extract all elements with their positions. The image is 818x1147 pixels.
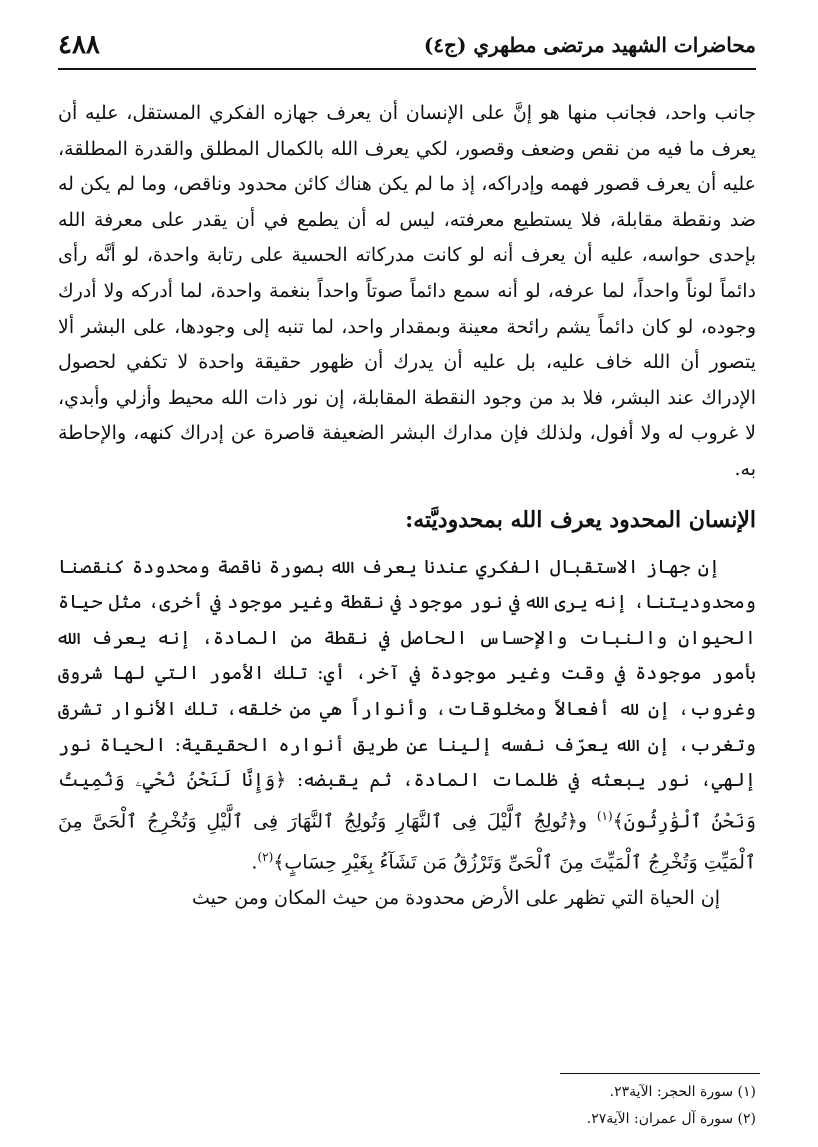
footnote-1: (١) سورة الحجر: الآية٢٣. (609, 1084, 756, 1100)
body-text (58, 96, 756, 916)
paragraph-1: جانب واحد، فجانب منها هو إنَّ على الإنسان أن يعرف جهازه الفكري المستقل، عليه أن يعرف ما فيه من نقص وضعف وقصور، لكي يعرف الله بالكمال المطلق والقدرة المطلقة، عليه أن يعرف قصور فهمه وإدراكه، إذ ما لم يكن هناك كائن محدود وناقص، وما لم يكن له ضد ونقطة مقابلة، فلا يستطيع معرفته، ليس له أن يطمع في أن يقدر على معرفة الله بإحدى حواسه، عليه أن يعرف أنه لو كانت مدركاته الحسية على رتابة واحدة، لو أنَّه رأى دائماً لوناً واحداً، لما عرفه، لو أنه سمع دائماً صوتاً واحداً بنغمة واحدة، لما أدركه ولا أدرك وجوده، لو كان دائماً يشم رائحة معينة وبمقدار واحد، لما تنبه إلى وجودها، على البشر ألا يتصور أن الله خاف عليه، بل عليه أن يدرك أن ظهور حقيقة واحدة لا تكفي لحصول الإدراك عند البشر، فلا بد من وجود النقطة المقابلة، إن نور ذات الله محيط وأزلي وأبدي، لا غروب له ولا أفول، ولذلك فإن مدارك البشر الضعيفة قاصرة عن إدراك كنهه، والإحاطة به. (58, 102, 756, 480)
footnote-2: (٢) سورة آل عمران: الآية٢٧. (586, 1111, 756, 1127)
page-header (58, 30, 756, 70)
paragraph-2 (58, 550, 756, 881)
paragraph-2-text: إن جهاز الاستقبال الفكري عندنا يعرف الله بصورة ناقصة ومحدودة كنقصنا ومحدوديتنا، إنه يرى الله في نور موجود في نقطة وغير موجود في أخرى، مثل حياة الحيوان والنبات والإحساس الحاصل في نقطة من المادة، إنه يعرف الله بأمور موجودة في وقت وغير موجودة في آخر، أي: تلك الأمور التي لها شروق وغروب، إن لله أفعالاً ومخلوقات، وأنواراً هي من خلقه، تلك الأنوار تشرق وتغرب، إن الله يعرّف نفسه إلينا عن طريق أنواره الحقيقية: الحياة نور إلهي، نور يبعثه في ظلمات المادة، ثم يقبضه: (58, 555, 756, 792)
footnotes (456, 1079, 756, 1133)
connector-text: و (577, 810, 588, 833)
page-number: ٤٨٨ (58, 30, 100, 60)
paragraph-2-block (58, 550, 756, 881)
footnote-divider (560, 1073, 760, 1074)
running-title: محاضرات الشهيد مرتضى مطهري (ج٤) (423, 33, 756, 57)
quran-verse-2: ﴿تُولِجُ ٱلَّيْلَ فِى ٱلنَّهَارِ وَتُولِجُ ٱلنَّهَارَ فِى ٱلَّيْلِ وَتُخْرِجُ ٱلْحَىَّ مِنَ ٱلْمَيِّتِ وَتُخْرِجُ ٱلْمَيِّتَ مِنَ ٱلْحَىِّ وَتَرْزُقُ مَن تَشَآءُ بِغَيْرِ حِسَابٍ﴾ (58, 810, 756, 873)
quran-verse-1: ﴿وَإِنَّا لَنَحْنُ نُحْيِۦ وَنُمِيتُ وَنَحْنُ ٱلْوَٰرِثُونَ﴾ (58, 769, 756, 833)
footnote-ref-2: (٢) (257, 849, 274, 864)
paragraph-2-end: . (251, 850, 258, 873)
paragraph-3: إن الحياة التي تظهر على الأرض محدودة من حيث المكان ومن حيث (192, 886, 720, 909)
section-heading: الإنسان المحدود يعرف الله بمحدوديَّته: (405, 506, 756, 533)
footnote-ref-1: (١) (596, 808, 613, 823)
